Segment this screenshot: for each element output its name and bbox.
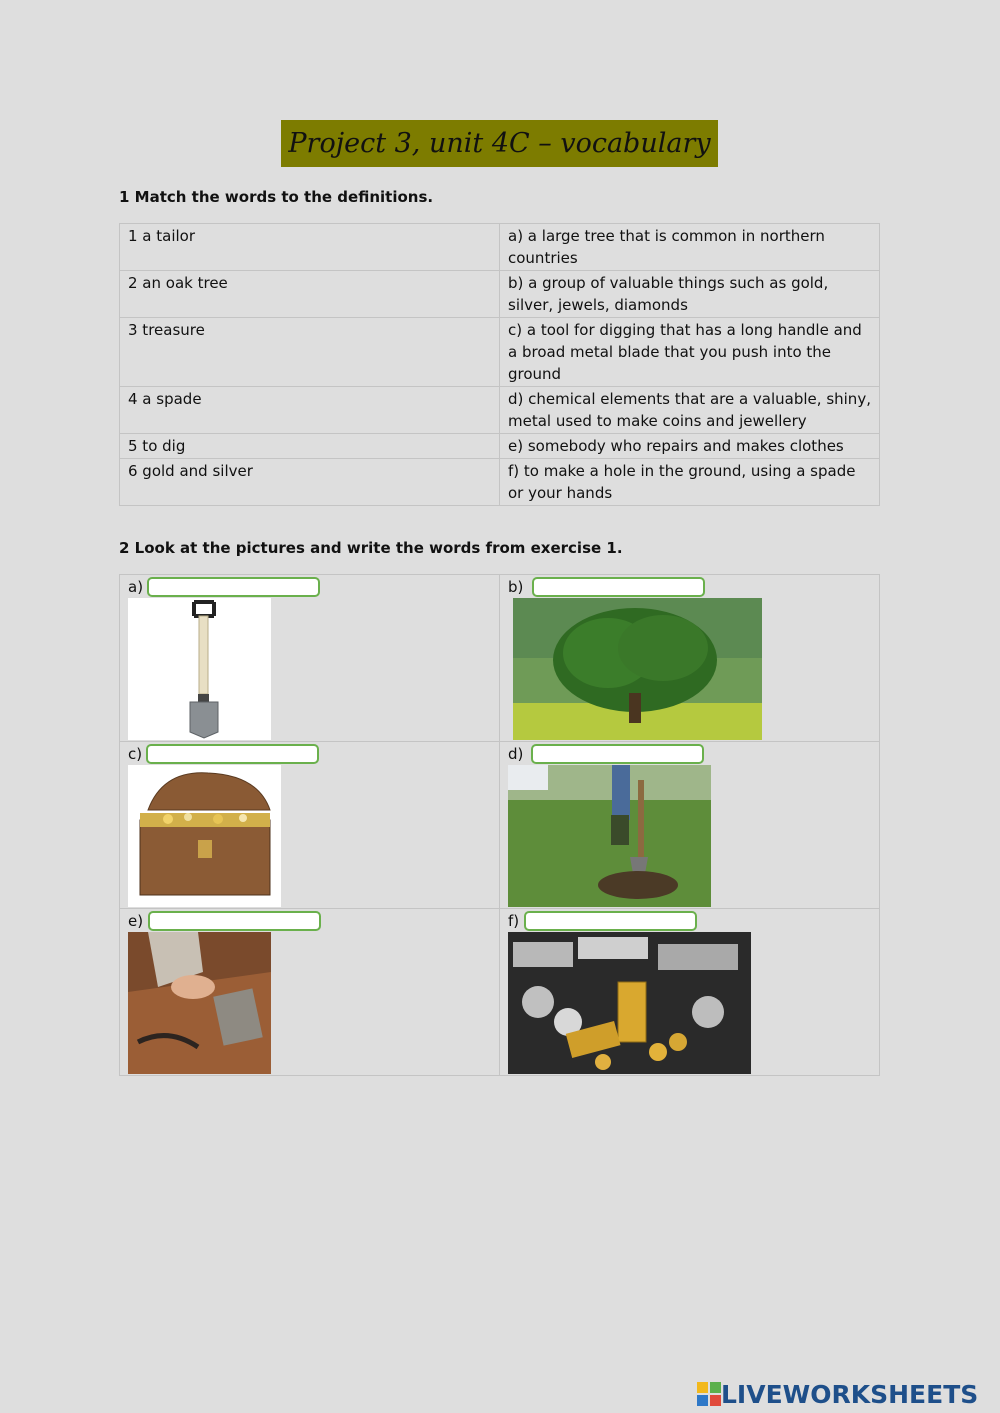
word-cell: 3 treasure: [120, 318, 500, 387]
answer-input-c[interactable]: [146, 744, 319, 764]
answer-input-f[interactable]: [524, 911, 697, 931]
picture-cell-d: [500, 742, 880, 909]
picture-grid: [119, 574, 880, 1076]
table-row: [120, 459, 880, 506]
matching-table: [119, 223, 880, 506]
treasure-chest-picture: [128, 765, 281, 907]
logo-text: LIVEWORKSHEETS: [721, 1379, 979, 1409]
digging-picture: [508, 765, 711, 907]
definition-cell: a) a large tree that is common in northern countries: [500, 224, 880, 271]
liveworksheets-logo: [697, 1377, 978, 1411]
table-row: [120, 387, 880, 434]
exercise1-heading: 1 Match the words to the definitions.: [119, 188, 434, 206]
definition-cell: b) a group of valuable things such as gold, silver, jewels, diamonds: [500, 271, 880, 318]
picture-cell-f: [500, 909, 880, 1075]
word-cell: 5 to dig: [120, 434, 500, 459]
definition-cell: d) chemical elements that are a valuable, shiny, metal used to make coins and jewellery: [500, 387, 880, 434]
word-cell: 1 a tailor: [120, 224, 500, 271]
word-cell: 6 gold and silver: [120, 459, 500, 506]
table-row: [120, 434, 880, 459]
picture-cell-c: [120, 742, 500, 909]
liveworksheets-logo-icon: [697, 1382, 721, 1406]
tailor-picture: [128, 932, 271, 1074]
table-row: [120, 271, 880, 318]
word-cell: 2 an oak tree: [120, 271, 500, 318]
answer-input-d[interactable]: [531, 744, 704, 764]
item-label: d): [508, 745, 524, 763]
exercise2-heading: 2 Look at the pictures and write the words from exercise 1.: [119, 539, 623, 557]
definition-cell: f) to make a hole in the ground, using a spade or your hands: [500, 459, 880, 506]
definition-cell: e) somebody who repairs and makes clothes: [500, 434, 880, 459]
picture-cell-e: [120, 909, 500, 1075]
spade-picture: [128, 598, 271, 740]
item-label: b): [508, 578, 524, 596]
word-cell: 4 a spade: [120, 387, 500, 434]
definition-cell: c) a tool for digging that has a long handle and a broad metal blade that you push into the ground: [500, 318, 880, 387]
item-label: c): [128, 745, 143, 763]
picture-cell-b: [500, 575, 880, 742]
item-label: e): [128, 912, 144, 930]
answer-input-a[interactable]: [147, 577, 320, 597]
table-row: [120, 224, 880, 271]
gold-and-silver-picture: [508, 932, 751, 1074]
item-label: a): [128, 578, 144, 596]
table-row: [120, 318, 880, 387]
picture-cell-a: [120, 575, 500, 742]
item-label: f): [508, 912, 520, 930]
answer-input-b[interactable]: [532, 577, 705, 597]
answer-input-e[interactable]: [148, 911, 321, 931]
page-title: Project 3, unit 4C – vocabulary: [281, 120, 718, 167]
oak-tree-picture: [513, 598, 762, 740]
